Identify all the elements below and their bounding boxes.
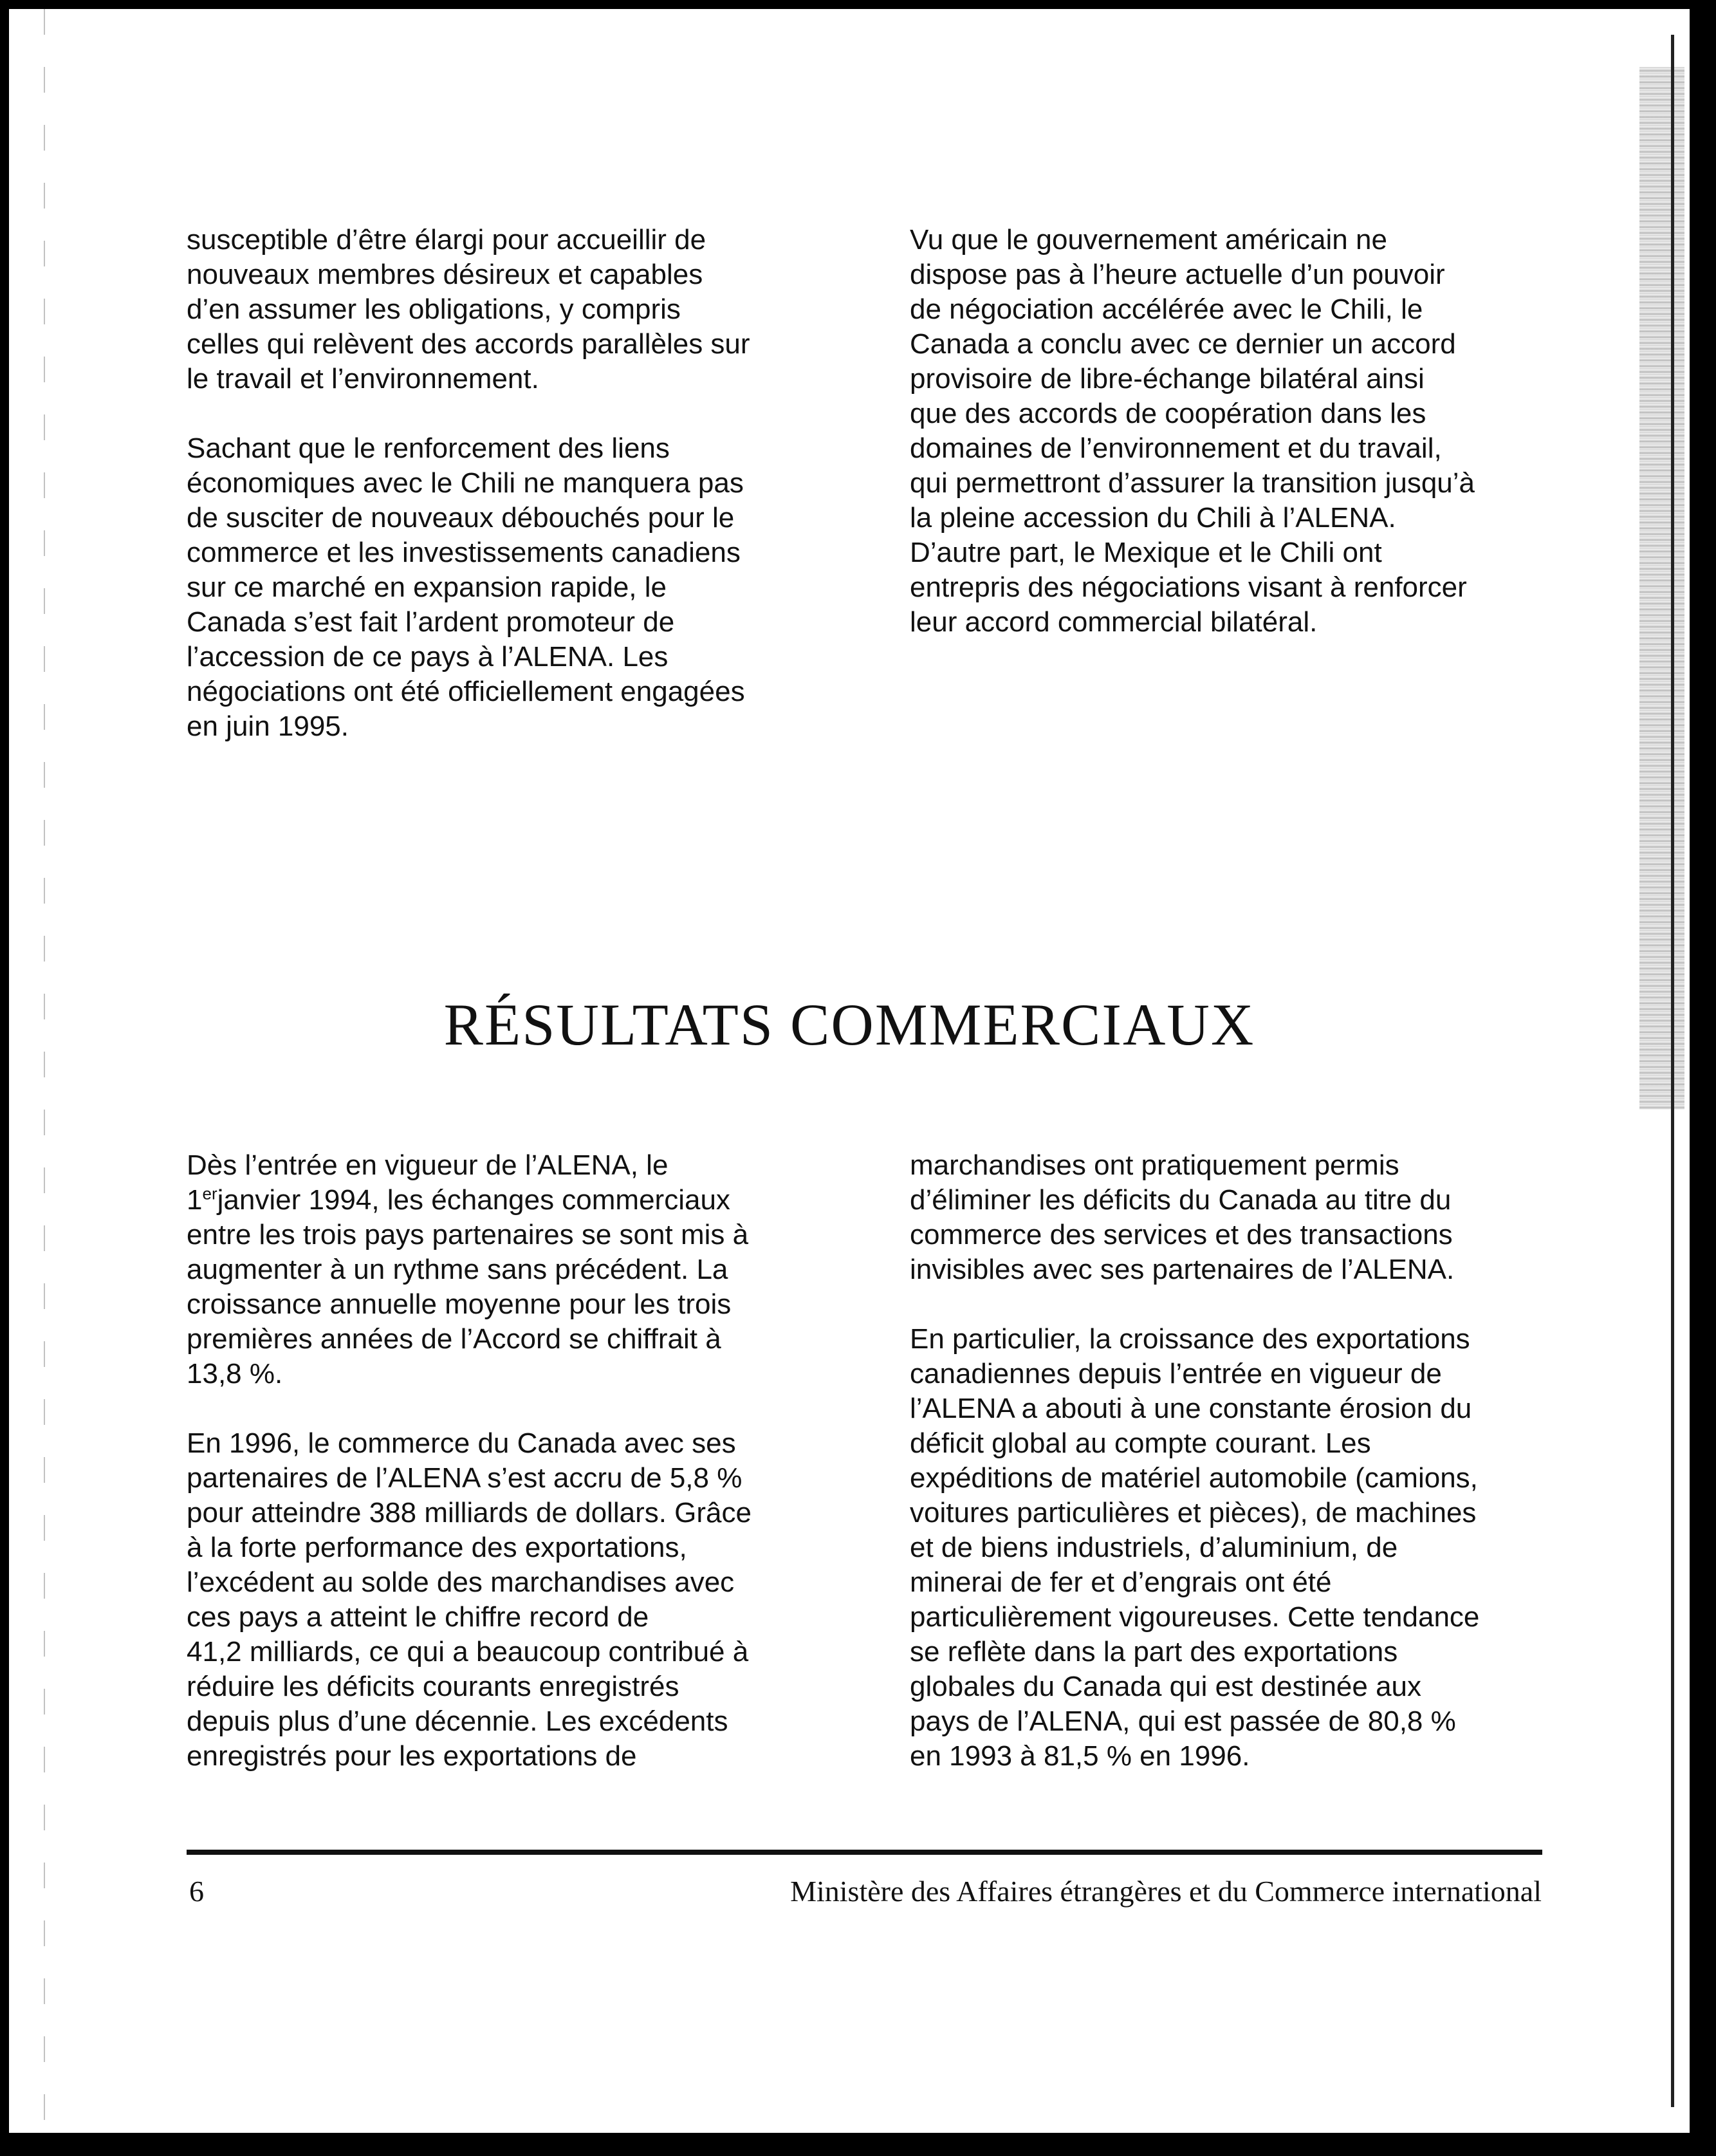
superscript: er — [202, 1184, 217, 1203]
section-heading: RÉSULTATS COMMERCIAUX — [443, 992, 1255, 1057]
footer-publisher: Ministère des Affaires étrangères et du Commerce international — [790, 1875, 1542, 1908]
paragraph: marchandises ont pratiquement permis d’éliminer les déficits du Canada au titre du commerce des services et des transactions invisibles avec ses partenaires de l’ALENA. — [910, 1149, 1455, 1285]
paragraph: En 1996, le commerce du Canada avec ses partenaires de l’ALENA s’est accru de 5,8 % pour atteindre 388 milliards de dollars. Grâce à la forte performance des exportations, l’excédent au solde des marchandises avec ces pays a atteint le chiffre record de 41,2 milliards, ce qui a beaucoup contribué à réduire les déficits courants enregistrés depuis plus d’une décennie. Les excédents enregistrés pour les exportations de — [187, 1427, 752, 1772]
paragraph: Vu que le gouvernement américain ne dispose pas à l’heure actuelle d’un pouvoir de négociation accélérée avec le Chili, le Canada a conclu avec ce dernier un accord provisoire de libre-échange bilatéral ainsi que des accords de coopération dans les domaines de l’environnement et du travail, qui permettront d’assurer la transition jusqu’à la pleine accession du Chili à l’ALENA. D’autre part, le Mexique et le Chili ont entrepris des négociations visant à renforcer leur accord commercial bilatéral. — [910, 224, 1475, 638]
paragraph: En particulier, la croissance des exportations canadiennes depuis l’entrée en vigueur de l’ALENA a abouti à une constante érosion du déficit global au compte courant. Les expéditions de matériel automobile (camions, voitures particulières et pièces), de machines et de biens industriels, d’aluminium, de minerai de fer et d’engrais ont été particulièrement vigoureuses. Cette tendance se reflète dans la part des exportations globales du Canada qui est destinée aux pays de l’ALENA, qui est passée de 80,8 % en 1993 à 81,5 % en 1996. — [910, 1323, 1480, 1772]
footer-rule — [187, 1850, 1542, 1855]
paragraph: Sachant que le renforcement des liens économiques avec le Chili ne manquera pas de susciter de nouveaux débouchés pour le commerce et les investissements canadiens sur ce marché en expansion rapide, le Canada s’est fait l’ardent promoteur de l’accession de ce pays à l’ALENA. Les négociations ont été officiellement engagées en juin 1995. — [187, 432, 745, 742]
column-right-top — [910, 223, 1540, 674]
column-left-bottom — [187, 1148, 817, 1808]
paragraph-text: janvier 1994, les échanges commerciaux entre les trois pays partenaires se sont mis à augmenter à un rythme sans précédent. La croissance annuelle moyenne pour les trois premières années de l’Accord se chiffrait à 13,8 %. — [187, 1184, 749, 1389]
document-page — [9, 9, 1690, 2133]
page-number: 6 — [189, 1875, 204, 1908]
column-right-bottom — [910, 1148, 1540, 1808]
paragraph: susceptible d’être élargi pour accueillir de nouveaux membres désireux et capables d’en assumer les obligations, y compris celles qui relèvent des accords parallèles sur le travail et l’environnement. — [187, 224, 750, 395]
scan-artifact-left — [44, 9, 45, 2133]
column-left-top — [187, 223, 817, 779]
paragraph — [187, 1148, 817, 1391]
scan-edge-line — [1671, 35, 1674, 2107]
scan-artifact-right — [1639, 67, 1684, 1110]
paragraph-text: Dès l’entrée en vigueur de l’ALENA, le 1 — [187, 1149, 669, 1216]
